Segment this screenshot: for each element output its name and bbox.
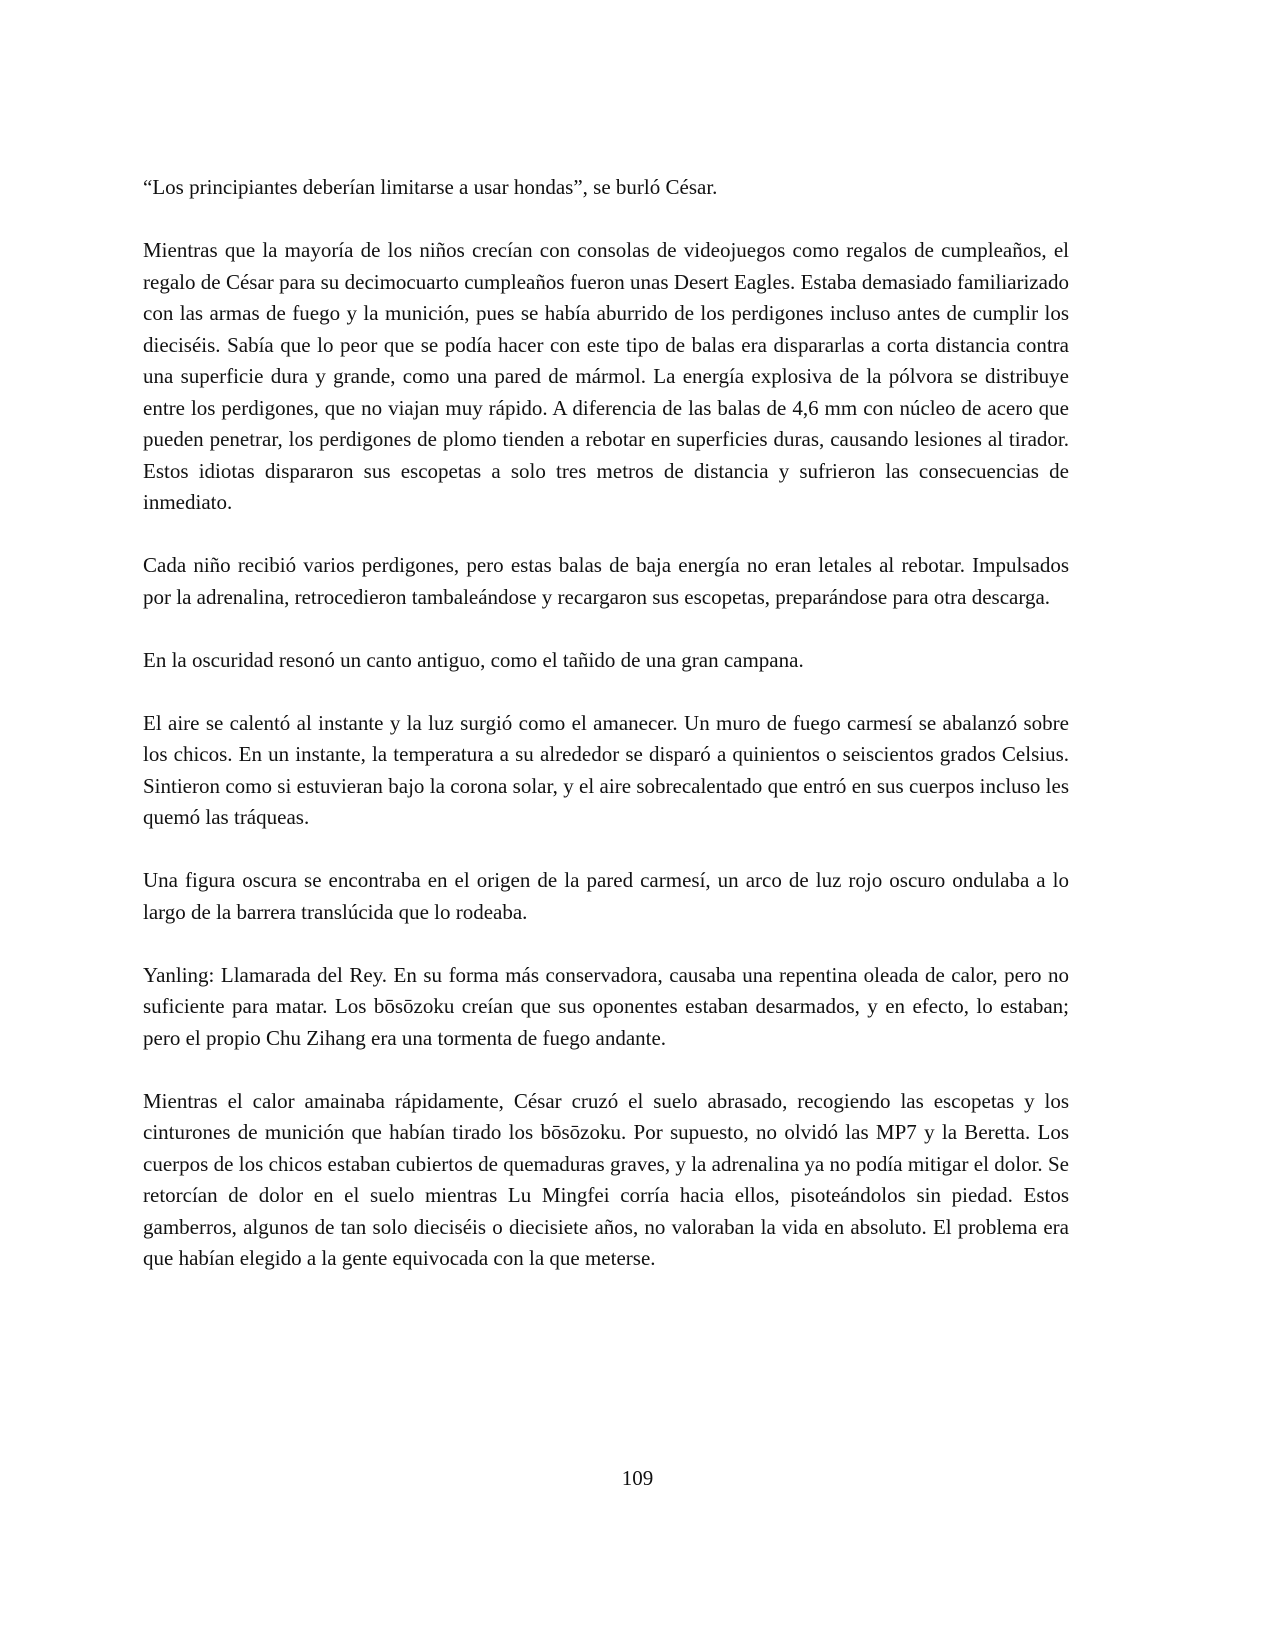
paragraph: Mientras que la mayoría de los niños crecían con consolas de videojuegos como regalos de cumpleaños, el regalo de César para su decimocuarto cumpleaños fueron unas Desert Eagles. Estaba demasiado familiarizado con las armas de fuego y la munición, pues se había aburrido de los perdigones incluso antes de cumplir los dieciséis. Sabía que lo peor que se podía hacer con este tipo de balas era dispararlas a corta distancia contra una superficie dura y grande, como una pared de mármol. La energía explosiva de la pólvora se distribuye entre los perdigones, que no viajan muy rápido. A diferencia de las balas de 4,6 mm con núcleo de acero que pueden penetrar, los perdigones de plomo tienden a rebotar en superficies duras, causando lesiones al tirador. Estos idiotas dispararon sus escopetas a solo tres metros de distancia y sufrieron las consecuencias de inmediato. — [143, 238, 1069, 514]
paragraph: “Los principiantes deberían limitarse a usar hondas”, se burló César. — [143, 175, 718, 199]
page-number: 109 — [621, 1466, 654, 1490]
paragraph: En la oscuridad resonó un canto antiguo, como el tañido de una gran campana. — [143, 647, 804, 672]
paragraph: Una figura oscura se encontraba en el origen de la pared carmesí, un arco de luz rojo oscuro ondulaba a lo largo de la barrera translúcida que lo rodeaba. — [143, 868, 1069, 924]
paragraph: Yanling: Llamarada del Rey. En su forma más conservadora, causaba una repentina oleada de calor, pero no suficiente para matar. Los bōsōzoku creían que sus oponentes estaban desarmados, y en efecto, lo estaban; pero el propio Chu Zihang era una tormenta de fuego andante. — [143, 962, 1069, 1050]
paragraph: Cada niño recibió varios perdigones, pero estas balas de baja energía no eran letales al rebotar. Impulsados por la adrenalina, retrocedieron tambaleándose y recargaron sus escopetas, preparándose para otra descarga. — [143, 553, 1069, 609]
page-body — [143, 172, 1069, 1306]
paragraph: El aire se calentó al instante y la luz surgió como el amanecer. Un muro de fuego carmesí se abalanzó sobre los chicos. En un instante, la temperatura a su alrededor se disparó a quinientos o seiscientos grados Celsius. Sintieron como si estuvieran bajo la corona solar, y el aire sobrecalentado que entró en sus cuerpos incluso les quemó las tráqueas. — [143, 710, 1069, 829]
paragraph: Mientras el calor amainaba rápidamente, César cruzó el suelo abrasado, recogiendo las escopetas y los cinturones de munición que habían tirado los bōsōzoku. Por supuesto, no olvidó las MP7 y la Beretta. Los cuerpos de los chicos estaban cubiertos de quemaduras graves, y la adrenalina ya no podía mitigar el dolor. Se retorcían de dolor en el suelo mientras Lu Mingfei corría hacia ellos, pisoteándolos sin piedad. Estos gamberros, algunos de tan solo dieciséis o diecisiete años, no valoraban la vida en absoluto. El problema era que habían elegido a la gente equivocada con la que meterse. — [143, 1088, 1069, 1270]
